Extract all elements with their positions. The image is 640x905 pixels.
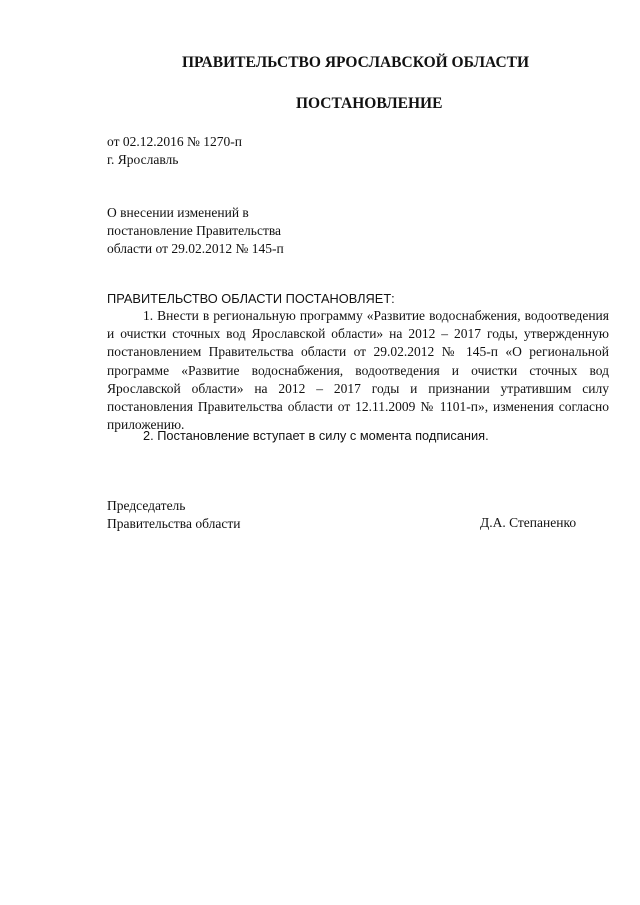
subject-line-2: постановление Правительства — [107, 223, 282, 238]
subject-line-3: области от 29.02.2012 № 145-п — [107, 241, 284, 256]
subject-line-1: О внесении изменений в — [107, 205, 249, 220]
date-number: от 02.12.2016 № 1270-п — [107, 134, 242, 149]
signature-name: Д.А. Степаненко — [480, 515, 577, 530]
decree-intro: ПРАВИТЕЛЬСТВО ОБЛАСТИ ПОСТАНОВЛЯЕТ: — [107, 291, 395, 306]
decree-item-2: 2. Постановление вступает в силу с момента подписания. — [143, 428, 489, 443]
signature-title-1: Председатель — [107, 498, 186, 513]
city: г. Ярославль — [107, 152, 179, 167]
government-title: ПРАВИТЕЛЬСТВО ЯРОСЛАВСКОЙ ОБЛАСТИ — [182, 54, 530, 71]
signature-title-2: Правительства области — [107, 516, 241, 531]
document-type-title: ПОСТАНОВЛЕНИЕ — [296, 95, 443, 112]
decree-item-1: 1. Внести в региональную программу «Развитие водоснабжения, водоотведения и очистки сточных вод Ярославской области» на 2012 – 2017 годы, утвержденную постановлением Правительства области от 29.02.2012 № 145-п «О региональной программе «Развитие водоснабжения, водоотведения и очистки сточных вод Ярославской области» на 2012 – 2017 годы и признании утратившим силу постановления Правительства области от 12.11.2009 № 1101-п», изменения согласно приложению. — [107, 308, 609, 433]
